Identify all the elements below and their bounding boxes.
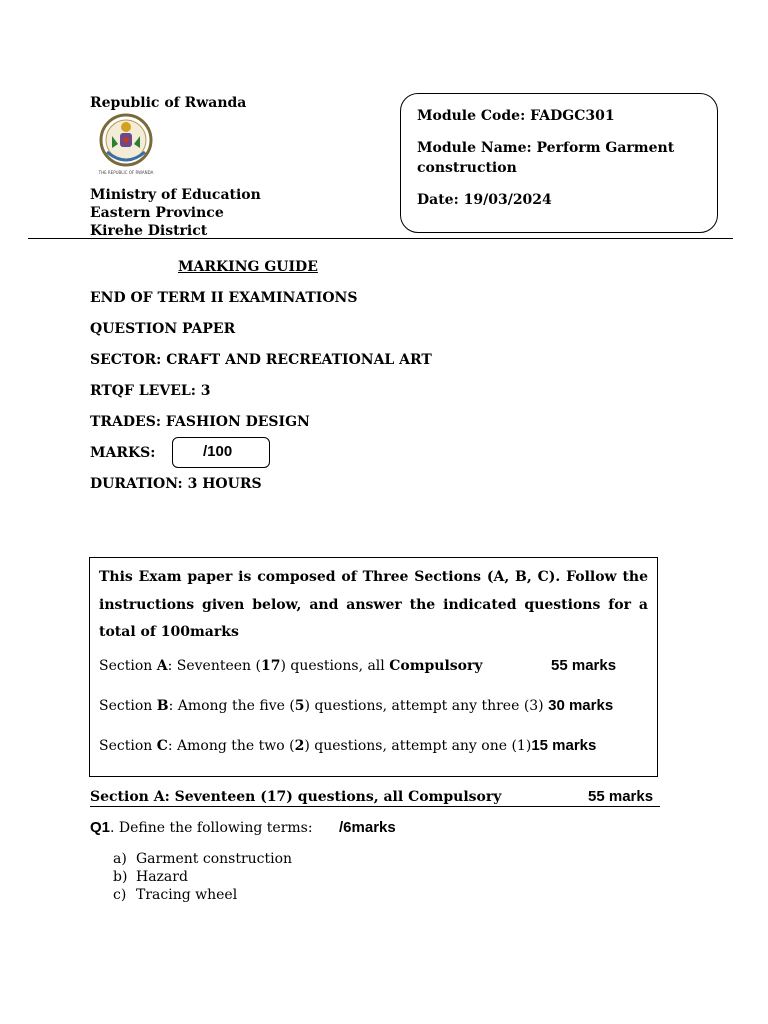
section-b-instruction: Section B: Among the five (5) questions, attempt any three (3) 30 marks <box>99 697 614 714</box>
ministry-name: Ministry of Education <box>90 187 261 203</box>
instructions-intro: This Exam paper is composed of Three Sections (A, B, C). Follow the instructions given below, and answer the indicated questions for a total of 100marks <box>99 569 648 640</box>
paper-type: QUESTION PAPER <box>90 321 236 337</box>
section-a-heading-marks: 55 marks <box>588 788 654 805</box>
question-1-items <box>113 850 292 904</box>
section-b-marks: 30 marks <box>548 697 614 714</box>
question-1 <box>90 819 313 836</box>
section-c-instruction: Section C: Among the two (2) questions, attempt any one (1)15 marks <box>99 737 597 754</box>
module-code: Module Code: FADGC301 <box>417 108 615 124</box>
district-name: Kirehe District <box>90 223 208 239</box>
coat-of-arms-emblem <box>93 112 159 176</box>
header-divider <box>28 238 733 239</box>
list-item: c) Tracing wheel <box>113 887 238 903</box>
module-info-box <box>400 93 718 233</box>
module-name-line1: Module Name: Perform Garment <box>417 140 675 156</box>
exam-date: Date: 19/03/2024 <box>417 192 552 208</box>
country-name: Republic of Rwanda <box>90 95 247 111</box>
section-a-underline <box>90 806 660 807</box>
trades: TRADES: FASHION DESIGN <box>90 414 310 430</box>
section-a-marks: 55 marks <box>551 657 617 674</box>
sector: SECTOR: CRAFT AND RECREATIONAL ART <box>90 352 432 368</box>
duration: DURATION: 3 HOURS <box>90 476 262 492</box>
marks-label: MARKS: <box>90 445 156 461</box>
module-name-line2: construction <box>417 160 517 176</box>
rtqf-level: RTQF LEVEL: 3 <box>90 383 211 399</box>
emblem-caption: THE REPUBLIC OF RWANDA <box>98 170 154 175</box>
question-1-label: Q1 <box>90 819 111 836</box>
document-title: MARKING GUIDE <box>178 259 318 275</box>
list-item: b) Hazard <box>113 869 188 885</box>
list-item: a) Garment construction <box>113 851 293 867</box>
exam-name: END OF TERM II EXAMINATIONS <box>90 290 358 306</box>
question-1-marks: /6marks <box>339 819 396 836</box>
module-name <box>417 138 703 178</box>
marks-box: /100 <box>172 437 270 468</box>
section-a-instruction: Section A: Seventeen (17) questions, all Compulsory 55 marks <box>99 657 617 674</box>
instructions-box <box>89 557 658 777</box>
province-name: Eastern Province <box>90 205 224 221</box>
ministry-block <box>90 186 261 240</box>
section-a-heading: Section A: Seventeen (17) questions, all Compulsory <box>90 789 502 805</box>
section-c-marks: 15 marks <box>531 737 597 754</box>
question-1-text: . Define the following terms: <box>110 820 313 836</box>
